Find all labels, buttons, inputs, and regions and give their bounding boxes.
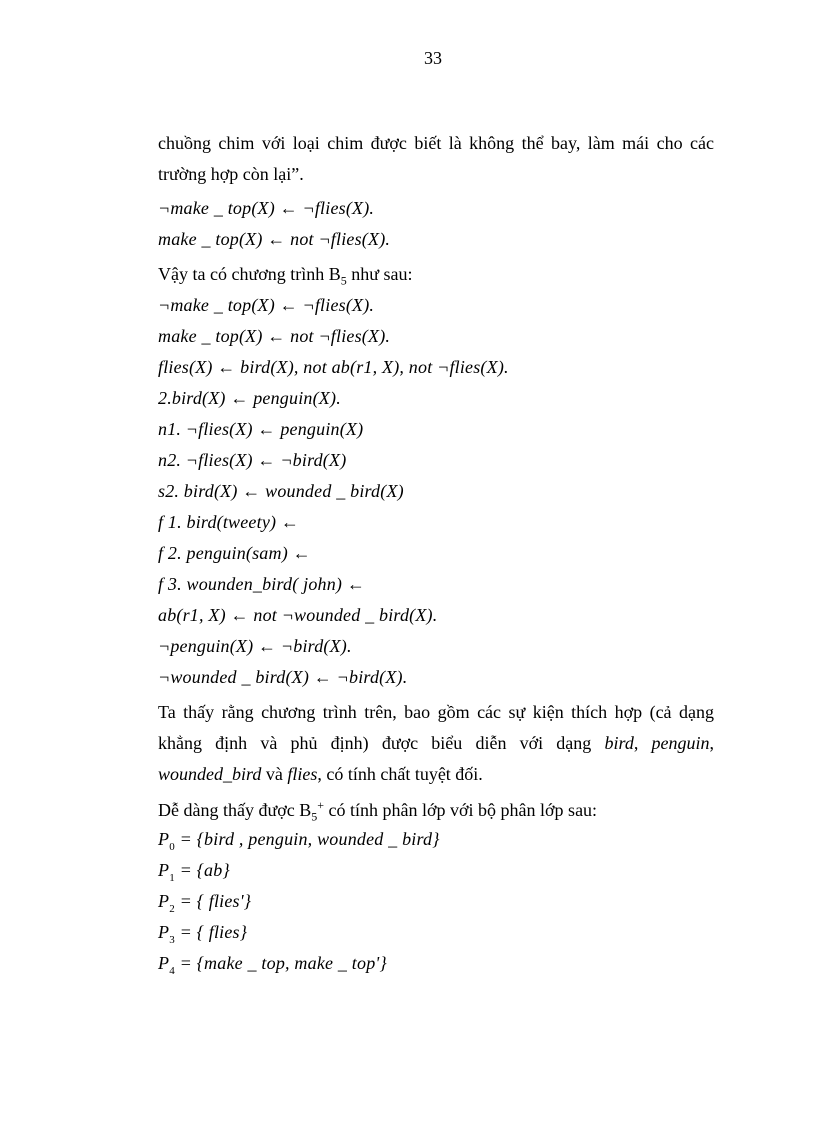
partition-line	[158, 855, 714, 886]
program-rule: ab(r1, X) ← not ¬wounded _ bird(X).	[158, 605, 438, 625]
program-intro-sub: 5	[340, 273, 347, 288]
program-rule: n1. ¬flies(X) ← penguin(X)	[158, 419, 364, 439]
program-rule: f 2. penguin(sam) ←	[158, 543, 311, 563]
partition-set: = {bird , penguin, wounded _ bird}	[179, 829, 440, 849]
partition-name: P	[158, 829, 170, 849]
program-rule: s2. bird(X) ← wounded _ bird(X)	[158, 481, 404, 501]
partition-line	[158, 886, 714, 917]
intro-paragraph: chuồng chim với loại chim được biết là không thể bay, làm mái cho các trường hợp còn lại”.	[158, 133, 714, 184]
page-number: 33	[424, 48, 442, 68]
program-rule: ¬penguin(X) ← ¬bird(X).	[158, 636, 352, 656]
observation-sep3: và	[261, 764, 288, 784]
page-body	[158, 128, 714, 979]
partition-set: = { flies}	[179, 922, 248, 942]
partition-line	[158, 917, 714, 948]
program-rule: make _ top(X) ← not ¬flies(X).	[158, 326, 391, 346]
observation-part2: , có tính chất tuyệt đối.	[317, 764, 483, 784]
program-rule: f 1. bird(tweety) ←	[158, 512, 300, 532]
partition-name: P	[158, 891, 170, 911]
program-rule: n2. ¬flies(X) ← ¬bird(X)	[158, 450, 347, 470]
observation-sep1: ,	[633, 733, 652, 753]
partition-index: 3	[169, 934, 175, 946]
observation-sep2: ,	[709, 733, 715, 753]
partition-name: P	[158, 922, 170, 942]
partition-index: 4	[169, 965, 175, 977]
observation-part1: Ta thấy rằng chương trình trên, bao gồm các sự kiện thích hợp (cả dạng khẳng định và phủ định) được biểu diễn với dạng	[158, 702, 714, 753]
partition-name: P	[158, 860, 170, 880]
stratification-prefix: Dễ dàng thấy được B	[158, 800, 312, 820]
term-wounded-bird: wounded_bird	[158, 764, 262, 784]
partition-line	[158, 824, 714, 855]
stratification-intro	[158, 790, 714, 824]
partition-name: P	[158, 953, 170, 973]
term-penguin: penguin	[651, 733, 710, 753]
program-rule: 2.bird(X) ← penguin(X).	[158, 388, 341, 408]
partition-index: 1	[169, 872, 175, 884]
term-bird: bird	[604, 733, 634, 753]
stratification-sub: 5	[311, 809, 318, 824]
program-intro-suffix: như sau:	[346, 264, 413, 284]
stratification-suffix: có tính phân lớp với bộ phân lớp sau:	[324, 800, 598, 820]
observation-paragraph	[158, 697, 714, 790]
rule-initial-1: ¬make _ top(X) ← ¬flies(X).	[158, 198, 375, 218]
rule-initial-2: make _ top(X) ← not ¬flies(X).	[158, 229, 391, 249]
partition-set: = {make _ top, make _ top'}	[179, 953, 387, 973]
program-rule: ¬wounded _ bird(X) ← ¬bird(X).	[158, 667, 408, 687]
partition-index: 2	[169, 903, 175, 915]
program-rule: flies(X) ← bird(X), not ab(r1, X), not ¬flies(X).	[158, 357, 509, 377]
term-flies: flies	[287, 764, 318, 784]
program-rule: f 3. wounden_bird( john) ←	[158, 574, 366, 594]
partition-index: 0	[169, 841, 175, 853]
partition-set: = {ab}	[179, 860, 230, 880]
program-intro	[158, 259, 714, 290]
partition-line	[158, 948, 714, 979]
stratification-sup: +	[317, 798, 325, 812]
program-rule: ¬make _ top(X) ← ¬flies(X).	[158, 295, 375, 315]
partition-set: = { flies'}	[179, 891, 252, 911]
program-intro-prefix: Vậy ta có chương trình B	[158, 264, 341, 284]
